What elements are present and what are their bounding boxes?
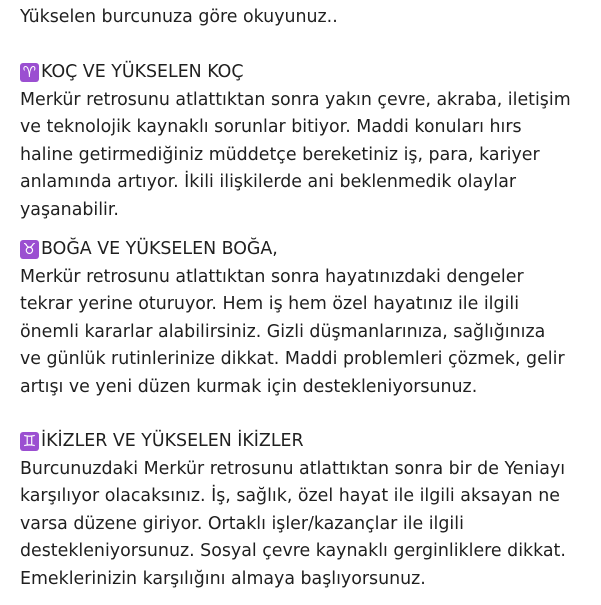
section-title: KOÇ VE YÜKSELEN KOÇ <box>41 62 244 82</box>
section-aries <box>20 59 595 224</box>
body-line: önemli kararlar alabilirsiniz. Gizli düşmanlarınıza, sağlığınıza <box>20 321 546 342</box>
section-gemini <box>20 428 595 593</box>
section-heading <box>20 428 595 456</box>
section-title: İKİZLER VE YÜKSELEN İKİZLER <box>41 431 304 451</box>
body-line: Merkür retrosunu atlattıktan sonra hayatınızdaki dengeler <box>20 266 524 287</box>
body-line: haline getirmediğiniz müddetçe bereketiniz iş, para, kariyer <box>20 144 540 165</box>
body-line: artışı ve yeni düzen kurmak için destekleniyorsunuz. <box>20 376 478 397</box>
section-title: BOĞA VE YÜKSELEN BOĞA, <box>41 239 278 259</box>
section-heading <box>20 236 595 264</box>
gemini-icon: ♊ <box>20 432 39 451</box>
aries-icon: ♈ <box>20 63 39 82</box>
intro-text: Yükselen burcunuza göre okuyunuz.. <box>20 7 338 27</box>
section-taurus <box>20 236 595 401</box>
body-line: ve günlük rutinlerinize dikkat. Maddi problemleri çözmek, gelir <box>20 349 565 369</box>
body-line: ve teknolojik kaynaklı sorunlar bitiyor. Maddi konuları hırs <box>20 117 522 137</box>
taurus-icon: ♉ <box>20 240 39 259</box>
body-line: Burcunuzdaki Merkür retrosunu atlattıktan sonra bir de Yeniayı <box>20 458 566 479</box>
section-heading <box>20 59 595 87</box>
body-line: yaşanabilir. <box>20 199 119 220</box>
body-line: anlamında artıyor. İkili ilişkilerde ani beklenmedik olaylar <box>20 172 517 192</box>
body-line: Emeklerinizin karşılığını almaya başlıyorsunuz. <box>20 568 426 589</box>
body-line: tekrar yerine oturuyor. Hem iş hem özel hayatınız ile ilgili <box>20 294 520 314</box>
body-line: Merkür retrosunu atlattıktan sonra yakın çevre, akraba, iletişim <box>20 89 571 110</box>
body-line: destekleniyorsunuz. Sosyal çevre kaynaklı gerginliklere dikkat. <box>20 541 566 561</box>
body-line: karşılıyor olacaksınız. İş, sağlık, özel hayat ile ilgili aksayan ne <box>20 486 560 506</box>
body-line: varsa düzene giriyor. Ortaklı işler/kazançlar ile ilgili <box>20 513 464 534</box>
